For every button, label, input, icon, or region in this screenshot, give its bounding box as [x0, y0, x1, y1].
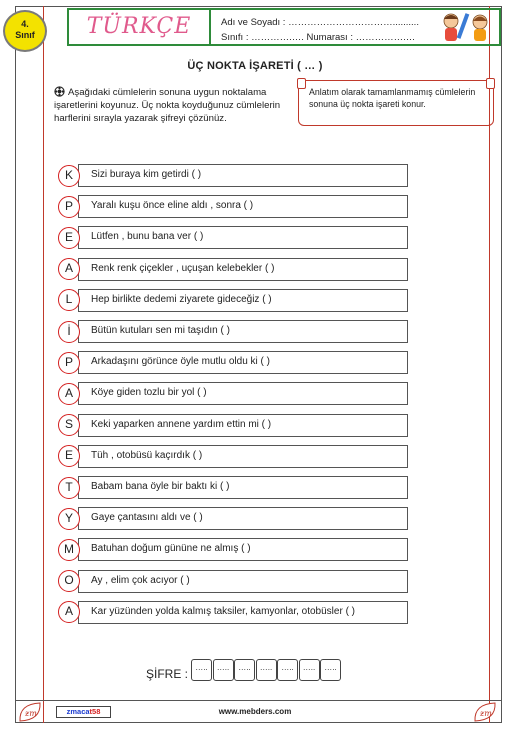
cipher-cell[interactable]: ….. — [191, 659, 212, 681]
pin-icon — [486, 78, 495, 89]
letter-circle: A — [58, 383, 80, 405]
cipher-cell[interactable]: ….. — [234, 659, 255, 681]
page-title: ÜÇ NOKTA İŞARETİ ( … ) — [187, 60, 323, 72]
instruction-text — [54, 86, 294, 125]
kids-illustration-icon — [437, 10, 495, 44]
letter-circle: İ — [58, 321, 80, 343]
sentence-row[interactable]: Yaralı kuşu önce eline aldı , sonra ( ) — [78, 195, 408, 218]
author-tag-b: t58 — [89, 707, 101, 716]
letter-circle: P — [58, 352, 80, 374]
cipher-cell[interactable]: ….. — [277, 659, 298, 681]
sentence-row[interactable]: Renk renk çiçekler , uçuşan kelebekler ( ) — [78, 258, 408, 281]
sentence-row[interactable]: Sizi buraya kim getirdi ( ) — [78, 164, 408, 187]
letter-circle: P — [58, 196, 80, 218]
grade-badge — [3, 10, 47, 52]
cipher-cell[interactable]: ….. — [299, 659, 320, 681]
letter-circle: Y — [58, 508, 80, 530]
cipher-cell[interactable]: ….. — [213, 659, 234, 681]
letter-circle: A — [58, 258, 80, 280]
footer-logo-icon — [472, 701, 498, 723]
name-field[interactable]: Adı ve Soyadı : …………………………….......... — [221, 17, 419, 28]
class-number-field[interactable]: Sınıfı : ………….…. Numarası : …………….… — [221, 32, 416, 43]
sentence-row[interactable]: Batuhan doğum gününe ne almış ( ) — [78, 538, 408, 561]
sentence-row[interactable]: Kar yüzünden yolda kalmış taksiler, kamyonlar, otobüsler ( ) — [78, 601, 408, 624]
cipher-label: ŞİFRE : — [146, 667, 189, 681]
author-tag-a: zmaca — [66, 707, 90, 716]
cipher-cell[interactable]: ….. — [320, 659, 341, 681]
letter-circle: E — [58, 445, 80, 467]
subject-title: TÜRKÇE — [86, 14, 192, 39]
letter-circle: M — [58, 539, 80, 561]
letter-circle: E — [58, 227, 80, 249]
letter-circle: T — [58, 477, 80, 499]
subject-box — [67, 8, 211, 46]
letter-circle: K — [58, 165, 80, 187]
letter-circle: O — [58, 570, 80, 592]
sentence-row[interactable]: Tüh , otobüsü kaçırdık ( ) — [78, 445, 408, 468]
grade-number: 4. — [21, 19, 29, 29]
rule-note-box — [298, 80, 494, 126]
sentence-row[interactable]: Keki yaparken annene yardım ettin mi ( ) — [78, 414, 408, 437]
sentence-row[interactable]: Köye giden tozlu bir yol ( ) — [78, 382, 408, 405]
footer-divider — [15, 700, 502, 701]
instruction-body: Aşağıdaki cümlelerin sonuna uygun noktalama işaretlerini koyunuz. Üç nokta koyduğunuz cümlelerin harflerini sırayla yazarak şifreyi çözünüz. — [54, 87, 281, 124]
pin-icon — [297, 78, 306, 89]
website-link[interactable]: www.mebders.com — [218, 707, 292, 716]
cipher-cell[interactable]: ….. — [256, 659, 277, 681]
sentence-row[interactable]: Lütfen , bunu bana ver ( ) — [78, 226, 408, 249]
rule-note-text: Anlatım olarak tamamlanmamış cümlelerin sonuna üç nokta işareti konur. — [309, 87, 476, 109]
left-margin-line — [43, 6, 44, 723]
sentence-row[interactable]: Gaye çantasını aldı ve ( ) — [78, 507, 408, 530]
grade-suffix: Sınıf — [15, 30, 35, 40]
sentence-row[interactable]: Ay , elim çok acıyor ( ) — [78, 570, 408, 593]
sentence-row[interactable]: Bütün kutuları sen mi taşıdın ( ) — [78, 320, 408, 343]
letter-circle: A — [58, 601, 80, 623]
sentence-row[interactable]: Hep birlikte dedemi ziyarete gideceğiz ( ) — [78, 289, 408, 312]
footer-logo-text: ƶm — [25, 709, 37, 718]
sentence-row[interactable]: Arkadaşını görünce öyle mutlu oldu ki ( ) — [78, 351, 408, 374]
letter-circle: S — [58, 414, 80, 436]
letter-circle: L — [58, 289, 80, 311]
footer-logo-text: ƶm — [480, 709, 492, 718]
sentence-row[interactable]: Babam bana öyle bir baktı ki ( ) — [78, 476, 408, 499]
flower-bullet-icon — [54, 86, 65, 97]
